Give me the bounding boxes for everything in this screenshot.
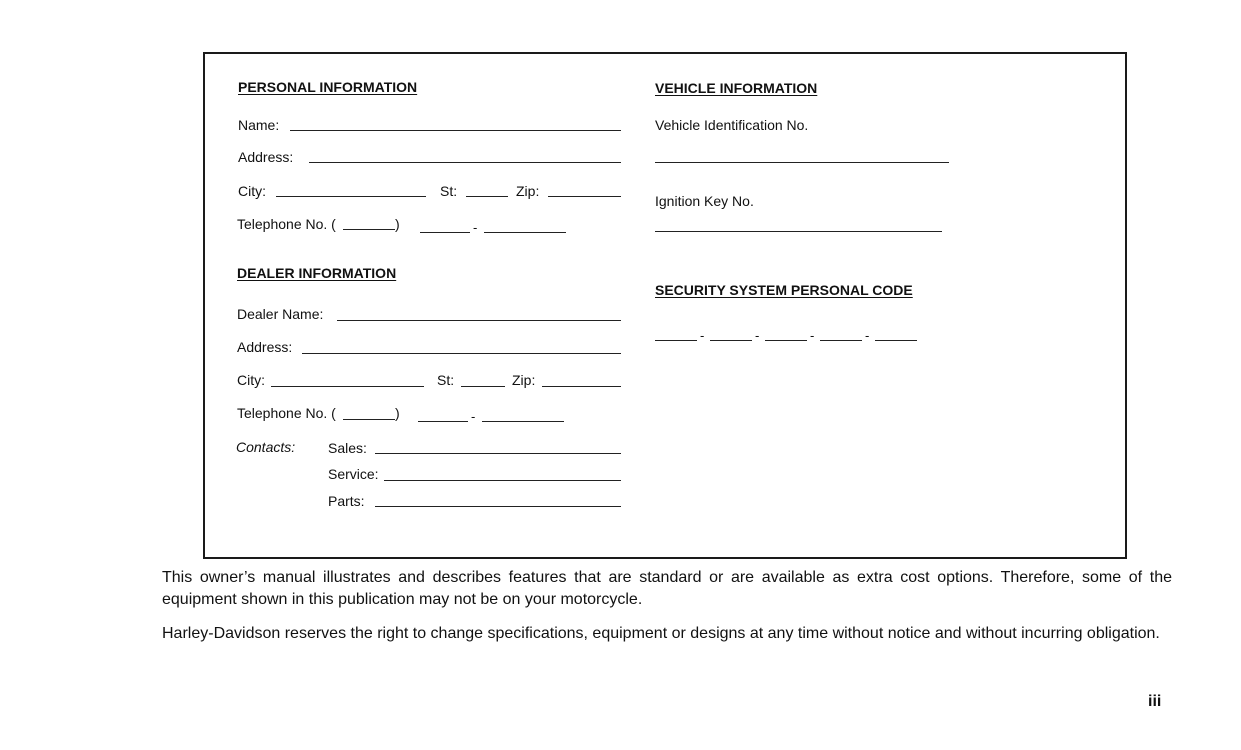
- vin-label: Vehicle Identification No.: [655, 117, 809, 133]
- dealer-service-field[interactable]: [384, 480, 621, 481]
- dealer-info-heading: DEALER INFORMATION: [237, 265, 397, 281]
- personal-address-label: Address:: [238, 149, 294, 165]
- dealer-address-label: Address:: [237, 339, 293, 355]
- personal-name-label: Name:: [238, 117, 280, 133]
- dealer-zip-label: Zip:: [512, 372, 536, 388]
- dealer-phone-line-field[interactable]: [482, 421, 564, 422]
- personal-phone-prefix-field[interactable]: [420, 232, 470, 233]
- personal-name-field[interactable]: [290, 130, 621, 131]
- dealer-phone-paren-close: ): [395, 405, 400, 421]
- personal-state-label: St:: [440, 183, 458, 199]
- dealer-name-label: Dealer Name:: [237, 306, 324, 322]
- security-code-heading: SECURITY SYSTEM PERSONAL CODE: [655, 282, 913, 298]
- page-number: iii: [1148, 693, 1162, 710]
- dealer-address-field[interactable]: [302, 353, 621, 354]
- dealer-state-label: St:: [437, 372, 455, 388]
- personal-phone-area-field[interactable]: [343, 229, 395, 230]
- ignition-key-label: Ignition Key No.: [655, 193, 754, 209]
- personal-info-heading: PERSONAL INFORMATION: [238, 79, 418, 95]
- dealer-phone-label: Telephone No. (: [237, 405, 336, 421]
- equipment-notice: This owner’s manual illustrates and describes features that are standard or are available as extra cost options. Therefore, some of the equipment shown in this publication may not be on your motorcycle.: [162, 569, 1172, 608]
- dealer-parts-field[interactable]: [375, 506, 621, 507]
- security-code-separator: -: [700, 328, 705, 343]
- personal-city-label: City:: [238, 183, 266, 199]
- security-code-digit-5[interactable]: [875, 340, 917, 341]
- dealer-parts-label: Parts:: [328, 493, 365, 509]
- dealer-phone-area-field[interactable]: [343, 419, 395, 420]
- security-code-digit-3[interactable]: [765, 340, 807, 341]
- personal-phone-line-field[interactable]: [484, 232, 566, 233]
- dealer-sales-field[interactable]: [375, 453, 621, 454]
- vehicle-info-heading: VEHICLE INFORMATION: [655, 80, 818, 96]
- dealer-contacts-label: Contacts:: [236, 439, 296, 455]
- dealer-city-label: City:: [237, 372, 265, 388]
- security-code-digit-2[interactable]: [710, 340, 752, 341]
- personal-phone-label: Telephone No. (: [237, 216, 336, 232]
- dealer-phone-prefix-field[interactable]: [418, 421, 468, 422]
- rights-notice: Harley-Davidson reserves the right to change specifications, equipment or designs at any time without notice and without incurring obligation.: [162, 625, 1160, 642]
- security-code-separator: -: [755, 328, 760, 343]
- ignition-key-field[interactable]: [655, 231, 942, 232]
- dealer-service-label: Service:: [328, 466, 379, 482]
- personal-state-field[interactable]: [466, 196, 508, 197]
- personal-zip-label: Zip:: [516, 183, 540, 199]
- personal-phone-dash: -: [473, 220, 478, 235]
- dealer-state-field[interactable]: [461, 386, 505, 387]
- personal-zip-field[interactable]: [548, 196, 621, 197]
- dealer-zip-field[interactable]: [542, 386, 621, 387]
- dealer-city-field[interactable]: [271, 386, 424, 387]
- security-code-separator: -: [865, 328, 870, 343]
- dealer-sales-label: Sales:: [328, 440, 367, 456]
- personal-city-field[interactable]: [276, 196, 426, 197]
- security-code-separator: -: [810, 328, 815, 343]
- personal-address-field[interactable]: [309, 162, 621, 163]
- security-code-digit-4[interactable]: [820, 340, 862, 341]
- security-code-digit-1[interactable]: [655, 340, 697, 341]
- dealer-name-field[interactable]: [337, 320, 621, 321]
- dealer-phone-dash: -: [471, 409, 476, 424]
- personal-phone-paren-close: ): [395, 216, 400, 232]
- vin-field[interactable]: [655, 162, 949, 163]
